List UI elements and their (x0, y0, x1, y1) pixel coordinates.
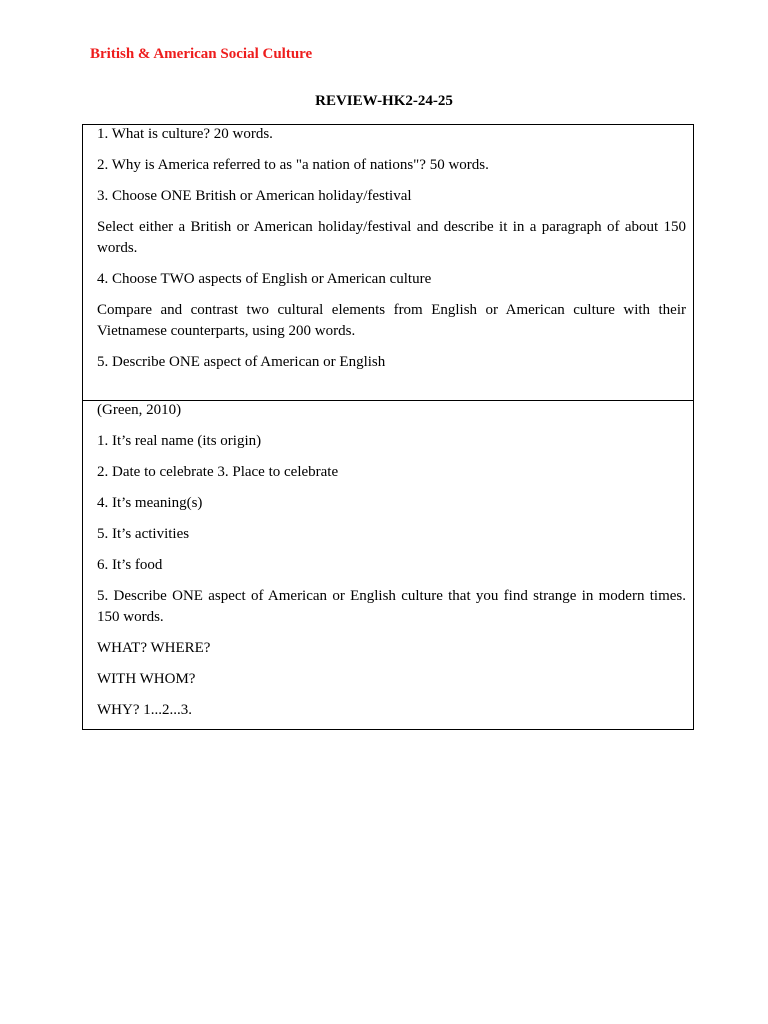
question-3: 3. Choose ONE British or American holiday/festival (97, 188, 412, 204)
review-questions-table (82, 124, 694, 730)
table-cell-questions (83, 124, 693, 401)
prompt-what-where: WHAT? WHERE? (97, 640, 211, 656)
question-5: 5. Describe ONE aspect of American or English (97, 354, 386, 370)
guideline-item: 6. It’s food (97, 557, 163, 573)
question-5-full: 5. Describe ONE aspect of American or English culture that you find strange in modern times. 150 words. (97, 588, 686, 625)
guideline-item: 5. It’s activities (97, 526, 190, 542)
prompt-with-whom: WITH WHOM? (97, 671, 196, 687)
guideline-item: 2. Date to celebrate 3. Place to celebrate (97, 464, 339, 480)
document-title: REVIEW-HK2-24-25 (315, 93, 453, 109)
prompt-why: WHY? 1...2...3. (97, 702, 192, 718)
question-2: 2. Why is America referred to as "a nation of nations"? 50 words. (97, 157, 489, 173)
guideline-item: 1. It’s real name (its origin) (97, 433, 262, 449)
table-cell-guidelines (83, 400, 693, 729)
guideline-item: 4. It’s meaning(s) (97, 495, 203, 511)
question-1: 1. What is culture? 20 words. (97, 126, 273, 142)
course-title: British & American Social Culture (90, 46, 313, 62)
question-4-instructions: Compare and contrast two cultural elements from English or American culture with their Vietnamese counterparts, using 200 words. (97, 302, 686, 339)
citation: (Green, 2010) (97, 402, 182, 418)
question-3-instructions: Select either a British or American holiday/festival and describe it in a paragraph of about 150 words. (97, 219, 686, 256)
question-4: 4. Choose TWO aspects of English or American culture (97, 271, 432, 287)
